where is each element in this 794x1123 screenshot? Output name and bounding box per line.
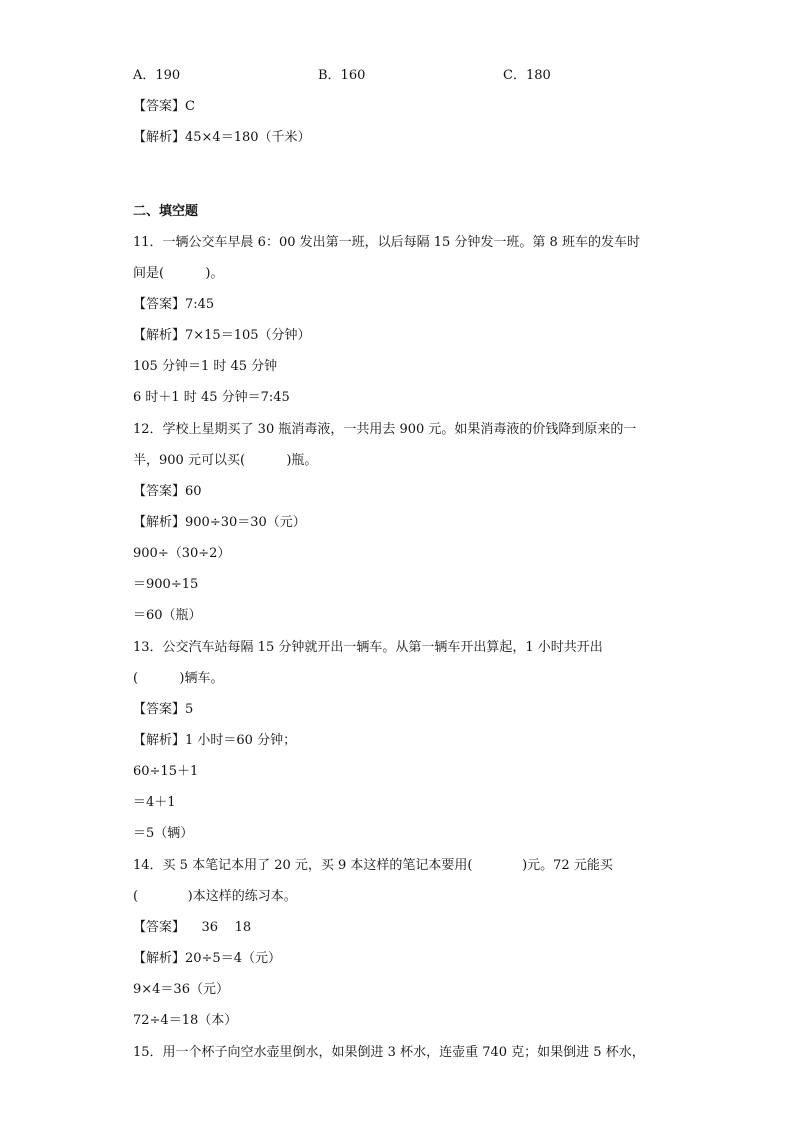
- q14-analysis-3: 72÷4＝18（本）: [133, 1013, 238, 1028]
- q14-analysis-1: 【解析】20÷5＝4（元）: [133, 951, 281, 966]
- q11-text-line-2: 间是( )。: [133, 266, 224, 281]
- q12-analysis-4: ＝60（瓶）: [133, 608, 202, 623]
- q14-text-line-2: ( )本这样的练习本。: [133, 889, 297, 904]
- option-c: C．180: [503, 68, 551, 83]
- q11-analysis-1: 【解析】7×15＝105（分钟）: [133, 328, 311, 343]
- section-title: 二、填空题: [133, 204, 199, 219]
- q12-answer: 【答案】60: [133, 484, 202, 499]
- q13-analysis-2: 60÷15＋1: [133, 764, 199, 779]
- q14-analysis-2: 9×4＝36（元）: [133, 982, 229, 997]
- q11-text-line-1: 11．一辆公交车早晨 6：00 发出第一班，以后每隔 15 分钟发一班。第 8 班车的发车时: [133, 235, 640, 250]
- q13-analysis-1: 【解析】1 小时＝60 分钟；: [133, 733, 297, 748]
- q12-text-line-2: 半，900 元可以买( )瓶。: [133, 453, 318, 468]
- q10-answer: 【答案】C: [133, 99, 195, 114]
- q15-text-line-1: 15．用一个杯子向空水壶里倒水，如果倒进 3 杯水，连壶重 740 克；如果倒进 5 杯水，: [133, 1045, 645, 1060]
- q13-text-line-2: ( )辆车。: [133, 671, 224, 686]
- q12-analysis-1: 【解析】900÷30＝30（元）: [133, 515, 306, 530]
- q13-analysis-4: ＝5（辆）: [133, 826, 194, 841]
- q11-answer: 【答案】7:45: [133, 297, 215, 312]
- option-a: A．190: [133, 68, 181, 83]
- q12-text-line-1: 12．学校上星期买了 30 瓶消毒液，一共用去 900 元。如果消毒液的价钱降到原来的一: [133, 422, 637, 437]
- q12-analysis-2: 900÷（30÷2）: [133, 546, 231, 561]
- q14-text-line-1: 14．买 5 本笔记本用了 20 元，买 9 本这样的笔记本要用( )元。72 元能买: [133, 858, 613, 873]
- q13-text-line-1: 13．公交汽车站每隔 15 分钟就开出一辆车。从第一辆车开出算起，1 小时共开出: [133, 640, 603, 655]
- q11-analysis-3: 6 时＋1 时 45 分钟＝7:45: [133, 390, 290, 405]
- option-b: B．160: [318, 68, 366, 83]
- q10-analysis: 【解析】45×4＝180（千米）: [133, 130, 311, 145]
- q12-analysis-3: ＝900÷15: [133, 577, 199, 592]
- q14-answer: 【答案】 36 18: [133, 920, 252, 935]
- q13-analysis-3: ＝4＋1: [133, 795, 176, 810]
- q11-analysis-2: 105 分钟＝1 时 45 分钟: [133, 359, 278, 374]
- q13-answer: 【答案】5: [133, 702, 194, 717]
